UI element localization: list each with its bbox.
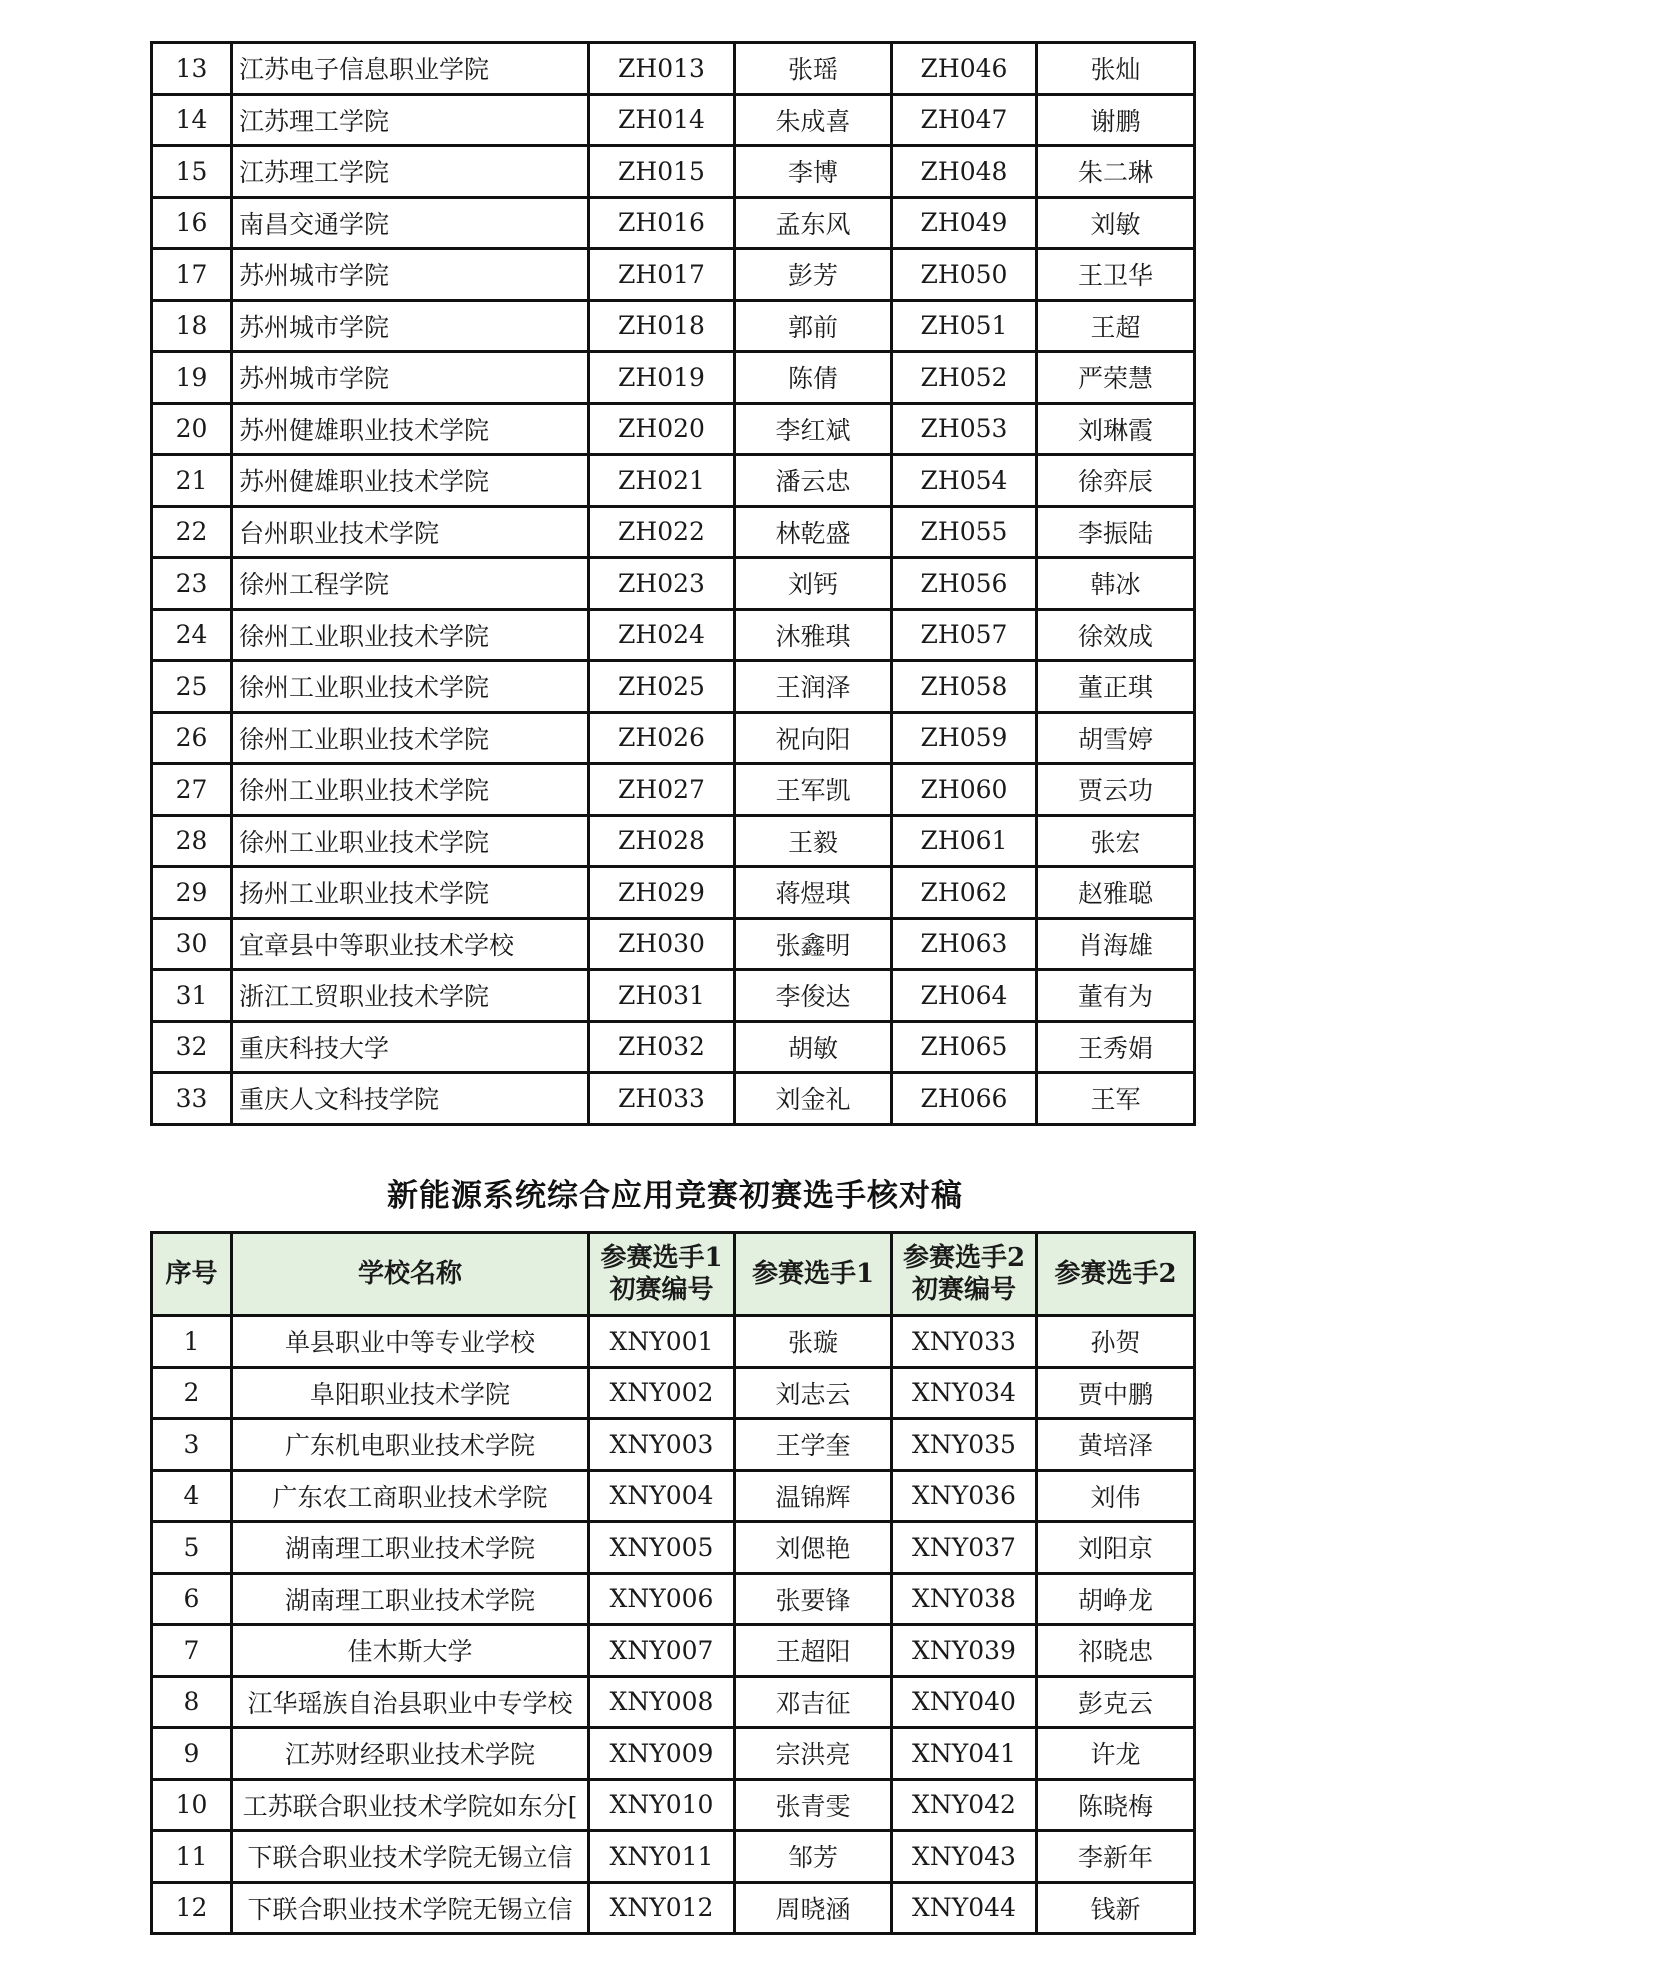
contestant1-id-cell: XNY002	[589, 1367, 735, 1419]
contestant1-id-cell: ZH020	[589, 403, 735, 455]
school-name-cell: 湖南理工职业技术学院	[232, 1573, 589, 1625]
contestant1-id-cell: ZH032	[589, 1021, 735, 1073]
contestant2-id-cell: ZH054	[892, 455, 1037, 507]
school-name-cell: 苏州城市学院	[232, 352, 589, 404]
contestant1-id-cell: XNY007	[589, 1625, 735, 1677]
new-energy-table-body	[152, 1316, 1195, 1934]
contestant1-name-cell: 邓吉征	[735, 1676, 892, 1728]
serial-number-cell: 13	[152, 43, 232, 95]
contestant2-name-cell: 李新年	[1037, 1831, 1195, 1883]
contestant2-name-cell: 朱二琳	[1037, 146, 1195, 198]
school-name-cell: 徐州工业职业技术学院	[232, 609, 589, 661]
school-name-cell: 苏州城市学院	[232, 300, 589, 352]
table-header-row	[152, 1233, 1195, 1316]
table-row	[152, 1367, 1195, 1419]
contestant2-name-cell: 李振陆	[1037, 506, 1195, 558]
table-row	[152, 764, 1195, 816]
section-title: 新能源系统综合应用竞赛初赛选手核对稿	[387, 1178, 963, 1214]
contestant2-id-cell: ZH065	[892, 1021, 1037, 1073]
contestant2-id-cell: XNY035	[892, 1419, 1037, 1471]
table-row	[152, 815, 1195, 867]
contestant1-name-cell: 张要锋	[735, 1573, 892, 1625]
school-name-cell: 下联合职业技术学院无锡立信	[232, 1882, 589, 1934]
contestant1-name-cell: 蒋煜琪	[735, 867, 892, 919]
contestant2-id-cell: ZH062	[892, 867, 1037, 919]
school-name-cell: 江苏电子信息职业学院	[232, 43, 589, 95]
contestant1-id-cell: XNY003	[589, 1419, 735, 1471]
contestant2-id-cell: ZH060	[892, 764, 1037, 816]
school-name-cell: 台州职业技术学院	[232, 506, 589, 558]
table-row	[152, 867, 1195, 919]
contestant2-id-cell: ZH063	[892, 918, 1037, 970]
contestant1-id-cell: ZH018	[589, 300, 735, 352]
contestant1-id-cell: XNY008	[589, 1676, 735, 1728]
contestant2-id-cell: XNY044	[892, 1882, 1037, 1934]
contestant2-name-cell: 肖海雄	[1037, 918, 1195, 970]
contestant1-id-cell: ZH031	[589, 970, 735, 1022]
contestant1-name-cell: 邹芳	[735, 1831, 892, 1883]
contestant2-name-cell: 贾云功	[1037, 764, 1195, 816]
contestant1-name-cell: 王学奎	[735, 1419, 892, 1471]
serial-number-cell: 10	[152, 1779, 232, 1831]
contestant1-id-cell: ZH022	[589, 506, 735, 558]
table-row	[152, 94, 1195, 146]
contestant2-name-cell: 韩冰	[1037, 558, 1195, 610]
serial-number-cell: 4	[152, 1470, 232, 1522]
contestant2-id-cell: ZH050	[892, 249, 1037, 301]
contestant1-name-cell: 孟东风	[735, 197, 892, 249]
serial-number-cell: 3	[152, 1419, 232, 1471]
contestant2-name-cell: 董正琪	[1037, 661, 1195, 713]
contestant1-name-cell: 温锦辉	[735, 1470, 892, 1522]
serial-number-cell: 26	[152, 712, 232, 764]
contestant-table-continued	[150, 41, 1196, 1126]
table-row	[152, 1882, 1195, 1934]
contestant2-name-cell: 王秀娟	[1037, 1021, 1195, 1073]
table-row	[152, 558, 1195, 610]
contestant1-id-cell: ZH021	[589, 455, 735, 507]
contestant1-name-cell: 王润泽	[735, 661, 892, 713]
contestant2-name-cell: 祁晓忠	[1037, 1625, 1195, 1677]
contestant1-id-cell: ZH017	[589, 249, 735, 301]
school-name-cell: 扬州工业职业技术学院	[232, 867, 589, 919]
contestant2-id-cell: ZH047	[892, 94, 1037, 146]
school-name-cell: 工苏联合职业技术学院如东分[	[232, 1779, 589, 1831]
contestant1-id-cell: ZH013	[589, 43, 735, 95]
table-row	[152, 970, 1195, 1022]
contestant2-name-cell: 胡峥龙	[1037, 1573, 1195, 1625]
table-row	[152, 1419, 1195, 1471]
school-name-cell: 苏州健雄职业技术学院	[232, 403, 589, 455]
contestant1-name-cell: 祝向阳	[735, 712, 892, 764]
contestant2-name-cell: 刘阳京	[1037, 1522, 1195, 1574]
school-name-cell: 徐州工业职业技术学院	[232, 661, 589, 713]
contestant2-name-cell: 张宏	[1037, 815, 1195, 867]
contestant1-id-cell: ZH030	[589, 918, 735, 970]
table-row	[152, 1779, 1195, 1831]
contestant1-id-cell: ZH023	[589, 558, 735, 610]
contestant2-id-cell: ZH052	[892, 352, 1037, 404]
serial-number-cell: 7	[152, 1625, 232, 1677]
contestant1-id-cell: ZH033	[589, 1073, 735, 1125]
school-name-cell: 广东机电职业技术学院	[232, 1419, 589, 1471]
contestant1-name-cell: 陈倩	[735, 352, 892, 404]
contestant1-id-cell: XNY005	[589, 1522, 735, 1574]
serial-number-cell: 21	[152, 455, 232, 507]
table-row	[152, 712, 1195, 764]
contestant1-id-cell: XNY004	[589, 1470, 735, 1522]
contestant2-id-cell: XNY036	[892, 1470, 1037, 1522]
contestant2-name-cell: 王超	[1037, 300, 1195, 352]
serial-number-cell: 15	[152, 146, 232, 198]
header-contestant2: 参赛选手2	[1037, 1233, 1195, 1316]
contestant2-id-cell: ZH058	[892, 661, 1037, 713]
contestant2-id-cell: XNY039	[892, 1625, 1037, 1677]
serial-number-cell: 11	[152, 1831, 232, 1883]
contestant2-id-cell: XNY038	[892, 1573, 1037, 1625]
header-contestant1-id	[589, 1233, 735, 1316]
contestant1-name-cell: 张青雯	[735, 1779, 892, 1831]
contestant2-id-cell: ZH064	[892, 970, 1037, 1022]
contestant1-id-cell: ZH014	[589, 94, 735, 146]
serial-number-cell: 32	[152, 1021, 232, 1073]
contestant2-id-cell: ZH055	[892, 506, 1037, 558]
contestant2-name-cell: 董有为	[1037, 970, 1195, 1022]
serial-number-cell: 30	[152, 918, 232, 970]
school-name-cell: 江华瑶族自治县职业中专学校	[232, 1676, 589, 1728]
school-name-cell: 徐州工业职业技术学院	[232, 815, 589, 867]
contestant1-id-cell: XNY001	[589, 1316, 735, 1368]
header-contestant1-id-line2: 初赛编号	[609, 1275, 714, 1305]
contestant2-id-cell: ZH048	[892, 146, 1037, 198]
school-name-cell: 江苏理工学院	[232, 146, 589, 198]
contestant2-name-cell: 谢鹏	[1037, 94, 1195, 146]
serial-number-cell: 5	[152, 1522, 232, 1574]
contestant2-name-cell: 王卫华	[1037, 249, 1195, 301]
contestant1-name-cell: 周晓涵	[735, 1882, 892, 1934]
contestant1-id-cell: XNY006	[589, 1573, 735, 1625]
contestant2-id-cell: XNY034	[892, 1367, 1037, 1419]
contestant2-id-cell: XNY043	[892, 1831, 1037, 1883]
contestant1-name-cell: 潘云忠	[735, 455, 892, 507]
school-name-cell: 苏州健雄职业技术学院	[232, 455, 589, 507]
school-name-cell: 佳木斯大学	[232, 1625, 589, 1677]
contestant2-name-cell: 张灿	[1037, 43, 1195, 95]
new-energy-contestant-table	[150, 1231, 1196, 1935]
contestant1-name-cell: 李博	[735, 146, 892, 198]
school-name-cell: 湖南理工职业技术学院	[232, 1522, 589, 1574]
contestant1-id-cell: ZH027	[589, 764, 735, 816]
serial-number-cell: 33	[152, 1073, 232, 1125]
header-contestant2-id-line2: 初赛编号	[911, 1275, 1016, 1305]
serial-number-cell: 8	[152, 1676, 232, 1728]
header-school-name: 学校名称	[232, 1233, 589, 1316]
serial-number-cell: 1	[152, 1316, 232, 1368]
contestant1-id-cell: ZH029	[589, 867, 735, 919]
contestant2-id-cell: ZH046	[892, 43, 1037, 95]
school-name-cell: 单县职业中等专业学校	[232, 1316, 589, 1368]
contestant2-name-cell: 刘伟	[1037, 1470, 1195, 1522]
contestant2-name-cell: 严荣慧	[1037, 352, 1195, 404]
contestant2-id-cell: XNY042	[892, 1779, 1037, 1831]
contestant1-name-cell: 张鑫明	[735, 918, 892, 970]
contestant1-name-cell: 王毅	[735, 815, 892, 867]
contestant1-name-cell: 朱成喜	[735, 94, 892, 146]
contestant2-name-cell: 徐效成	[1037, 609, 1195, 661]
contestant2-id-cell: XNY033	[892, 1316, 1037, 1368]
school-name-cell: 重庆科技大学	[232, 1021, 589, 1073]
serial-number-cell: 31	[152, 970, 232, 1022]
contestant2-id-cell: ZH053	[892, 403, 1037, 455]
school-name-cell: 浙江工贸职业技术学院	[232, 970, 589, 1022]
contestant1-name-cell: 沐雅琪	[735, 609, 892, 661]
serial-number-cell: 18	[152, 300, 232, 352]
header-contestant1: 参赛选手1	[735, 1233, 892, 1316]
table-row	[152, 506, 1195, 558]
school-name-cell: 徐州工程学院	[232, 558, 589, 610]
serial-number-cell: 28	[152, 815, 232, 867]
contestant1-name-cell: 刘金礼	[735, 1073, 892, 1125]
table-row	[152, 1316, 1195, 1368]
contestant1-name-cell: 胡敏	[735, 1021, 892, 1073]
contestant1-id-cell: ZH028	[589, 815, 735, 867]
contestant1-name-cell: 王超阳	[735, 1625, 892, 1677]
contestant2-id-cell: XNY037	[892, 1522, 1037, 1574]
serial-number-cell: 14	[152, 94, 232, 146]
contestant-table-body	[152, 43, 1195, 1125]
contestant1-id-cell: XNY010	[589, 1779, 735, 1831]
header-contestant2-id-line1: 参赛选手2	[902, 1243, 1026, 1273]
serial-number-cell: 6	[152, 1573, 232, 1625]
table-row	[152, 43, 1195, 95]
table-row	[152, 1625, 1195, 1677]
serial-number-cell: 19	[152, 352, 232, 404]
contestant1-name-cell: 彭芳	[735, 249, 892, 301]
contestant1-name-cell: 张瑶	[735, 43, 892, 95]
serial-number-cell: 9	[152, 1728, 232, 1780]
contestant1-id-cell: XNY009	[589, 1728, 735, 1780]
contestant2-name-cell: 贾中鹏	[1037, 1367, 1195, 1419]
school-name-cell: 宜章县中等职业技术学校	[232, 918, 589, 970]
table-row	[152, 352, 1195, 404]
contestant1-name-cell: 李红斌	[735, 403, 892, 455]
contestant2-name-cell: 刘敏	[1037, 197, 1195, 249]
contestant1-name-cell: 刘钙	[735, 558, 892, 610]
contestant1-name-cell: 刘偲艳	[735, 1522, 892, 1574]
school-name-cell: 阜阳职业技术学院	[232, 1367, 589, 1419]
table-row	[152, 1676, 1195, 1728]
contestant2-id-cell: ZH051	[892, 300, 1037, 352]
contestant1-name-cell: 林乾盛	[735, 506, 892, 558]
school-name-cell: 南昌交通学院	[232, 197, 589, 249]
contestant1-id-cell: ZH024	[589, 609, 735, 661]
contestant2-id-cell: ZH057	[892, 609, 1037, 661]
table-row	[152, 609, 1195, 661]
table-row	[152, 661, 1195, 713]
school-name-cell: 广东农工商职业技术学院	[232, 1470, 589, 1522]
table-row	[152, 300, 1195, 352]
school-name-cell: 徐州工业职业技术学院	[232, 764, 589, 816]
serial-number-cell: 12	[152, 1882, 232, 1934]
table-row	[152, 249, 1195, 301]
table-row	[152, 1522, 1195, 1574]
table-row	[152, 1831, 1195, 1883]
contestant1-id-cell: ZH026	[589, 712, 735, 764]
contestant1-id-cell: ZH019	[589, 352, 735, 404]
serial-number-cell: 29	[152, 867, 232, 919]
contestant1-id-cell: XNY011	[589, 1831, 735, 1883]
header-contestant1-id-line1: 参赛选手1	[600, 1243, 723, 1273]
serial-number-cell: 27	[152, 764, 232, 816]
contestant2-id-cell: ZH059	[892, 712, 1037, 764]
contestant2-id-cell: XNY040	[892, 1676, 1037, 1728]
contestant2-name-cell: 陈晓梅	[1037, 1779, 1195, 1831]
contestant1-name-cell: 宗洪亮	[735, 1728, 892, 1780]
contestant1-id-cell: ZH015	[589, 146, 735, 198]
contestant2-id-cell: XNY041	[892, 1728, 1037, 1780]
table-row	[152, 197, 1195, 249]
serial-number-cell: 2	[152, 1367, 232, 1419]
contestant2-id-cell: ZH061	[892, 815, 1037, 867]
contestant1-name-cell: 郭前	[735, 300, 892, 352]
contestant1-id-cell: XNY012	[589, 1882, 735, 1934]
serial-number-cell: 23	[152, 558, 232, 610]
contestant2-name-cell: 王军	[1037, 1073, 1195, 1125]
serial-number-cell: 22	[152, 506, 232, 558]
table-row	[152, 146, 1195, 198]
serial-number-cell: 17	[152, 249, 232, 301]
contestant2-id-cell: ZH066	[892, 1073, 1037, 1125]
contestant2-name-cell: 许龙	[1037, 1728, 1195, 1780]
contestant2-name-cell: 钱新	[1037, 1882, 1195, 1934]
table-row	[152, 1470, 1195, 1522]
serial-number-cell: 16	[152, 197, 232, 249]
contestant2-id-cell: ZH049	[892, 197, 1037, 249]
header-serial-number: 序号	[152, 1233, 232, 1316]
school-name-cell: 苏州城市学院	[232, 249, 589, 301]
contestant2-id-cell: ZH056	[892, 558, 1037, 610]
serial-number-cell: 24	[152, 609, 232, 661]
contestant1-name-cell: 刘志云	[735, 1367, 892, 1419]
contestant1-id-cell: ZH025	[589, 661, 735, 713]
contestant1-id-cell: ZH016	[589, 197, 735, 249]
table-row	[152, 918, 1195, 970]
school-name-cell: 徐州工业职业技术学院	[232, 712, 589, 764]
contestant2-name-cell: 彭克云	[1037, 1676, 1195, 1728]
contestant2-name-cell: 孙贺	[1037, 1316, 1195, 1368]
contestant2-name-cell: 黄培泽	[1037, 1419, 1195, 1471]
contestant2-name-cell: 徐弈辰	[1037, 455, 1195, 507]
table-row	[152, 455, 1195, 507]
contestant1-name-cell: 张璇	[735, 1316, 892, 1368]
table-row	[152, 1021, 1195, 1073]
school-name-cell: 江苏财经职业技术学院	[232, 1728, 589, 1780]
contestant2-name-cell: 胡雪婷	[1037, 712, 1195, 764]
table-row	[152, 1573, 1195, 1625]
table-row	[152, 403, 1195, 455]
contestant2-name-cell: 刘琳霞	[1037, 403, 1195, 455]
school-name-cell: 下联合职业技术学院无锡立信	[232, 1831, 589, 1883]
school-name-cell: 重庆人文科技学院	[232, 1073, 589, 1125]
contestant2-name-cell: 赵雅聪	[1037, 867, 1195, 919]
header-contestant2-id	[892, 1233, 1037, 1316]
serial-number-cell: 25	[152, 661, 232, 713]
table-row	[152, 1073, 1195, 1125]
serial-number-cell: 20	[152, 403, 232, 455]
school-name-cell: 江苏理工学院	[232, 94, 589, 146]
table-row	[152, 1728, 1195, 1780]
contestant1-name-cell: 王军凯	[735, 764, 892, 816]
contestant1-name-cell: 李俊达	[735, 970, 892, 1022]
